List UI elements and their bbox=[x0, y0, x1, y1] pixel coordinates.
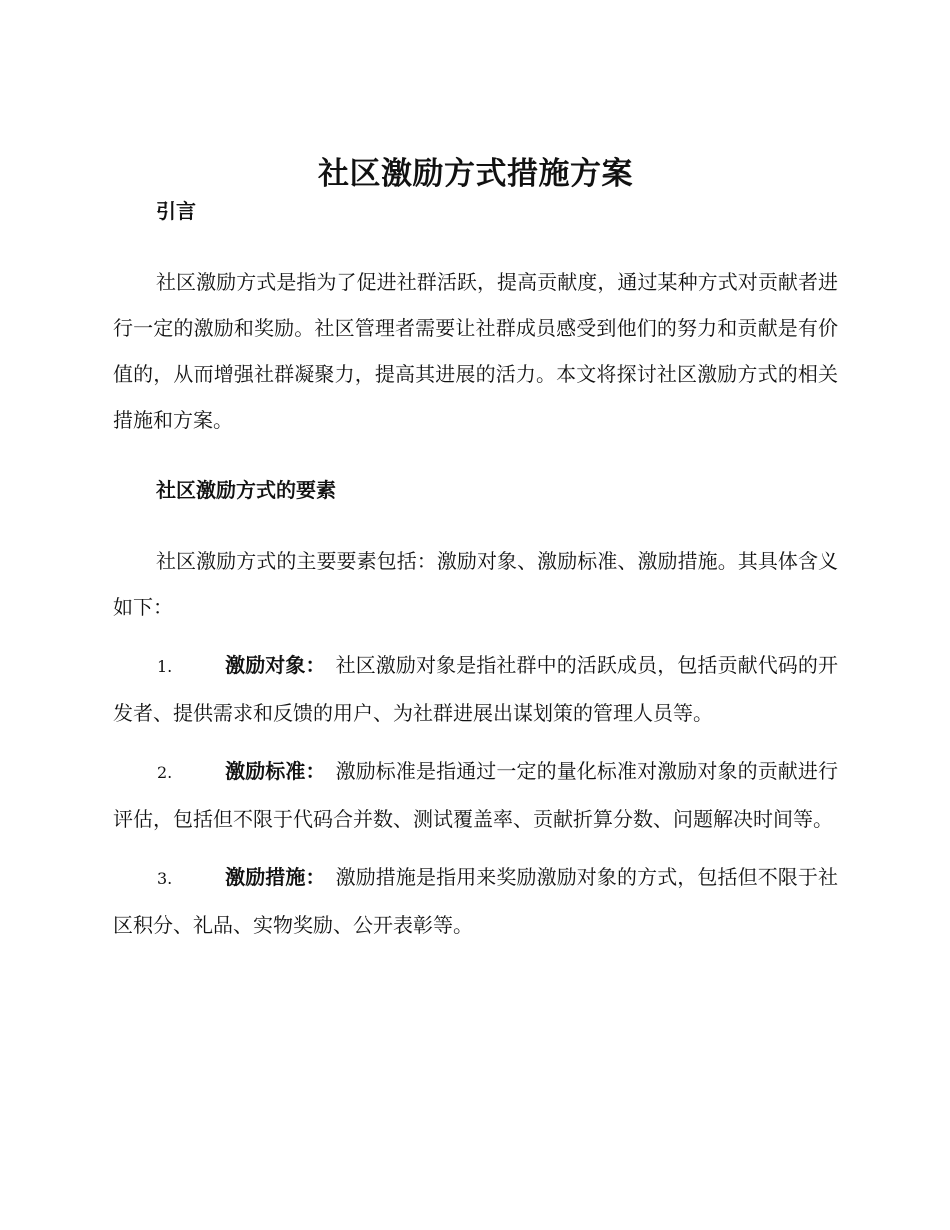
section-paragraph-elements: 社区激励方式的主要要素包括：激励对象、激励标准、激励措施。其具体含义如下： bbox=[113, 549, 838, 619]
list-item-term: 激励标准： bbox=[225, 759, 326, 783]
list-item-number: 1. bbox=[157, 657, 173, 676]
list-item-text: 社区激励对象是指社群中的活跃成员，包括贡献代码的开发者、提供需求和反馈的用户、为社群进展出谋划策的管理人员等。 bbox=[113, 653, 839, 725]
list-item-number: 3. bbox=[157, 869, 173, 888]
elements-list bbox=[113, 642, 838, 948]
section-heading-elements: 社区激励方式的要素 bbox=[156, 478, 336, 502]
list-item-text: 激励标准是指通过一定的量化标准对激励对象的贡献进行评估，包括但不限于代码合并数、测试覆盖率、贡献折算分数、问题解决时间等。 bbox=[113, 759, 839, 831]
list-item-text: 激励措施是指用来奖励激励对象的方式，包括但不限于社区积分、礼品、实物奖励、公开表彰等。 bbox=[113, 865, 839, 937]
document-title: 社区激励方式措施方案 bbox=[318, 156, 633, 192]
section-paragraph-intro: 社区激励方式是指为了促进社群活跃，提高贡献度，通过某种方式对贡献者进行一定的激励和奖励。社区管理者需要让社群成员感受到他们的努力和贡献是有价值的，从而增强社群凝聚力，提高其进展的活力。本文将探讨社区激励方式的相关措施和方案。 bbox=[113, 270, 838, 432]
list-item-number: 2. bbox=[157, 763, 173, 782]
list-item-term: 激励对象： bbox=[225, 653, 326, 677]
list-item-term: 激励措施： bbox=[225, 865, 326, 889]
document-body bbox=[113, 150, 838, 948]
list-item bbox=[113, 748, 838, 842]
list-item bbox=[113, 642, 838, 736]
list-item bbox=[113, 854, 838, 948]
section-heading-intro: 引言 bbox=[156, 199, 196, 223]
